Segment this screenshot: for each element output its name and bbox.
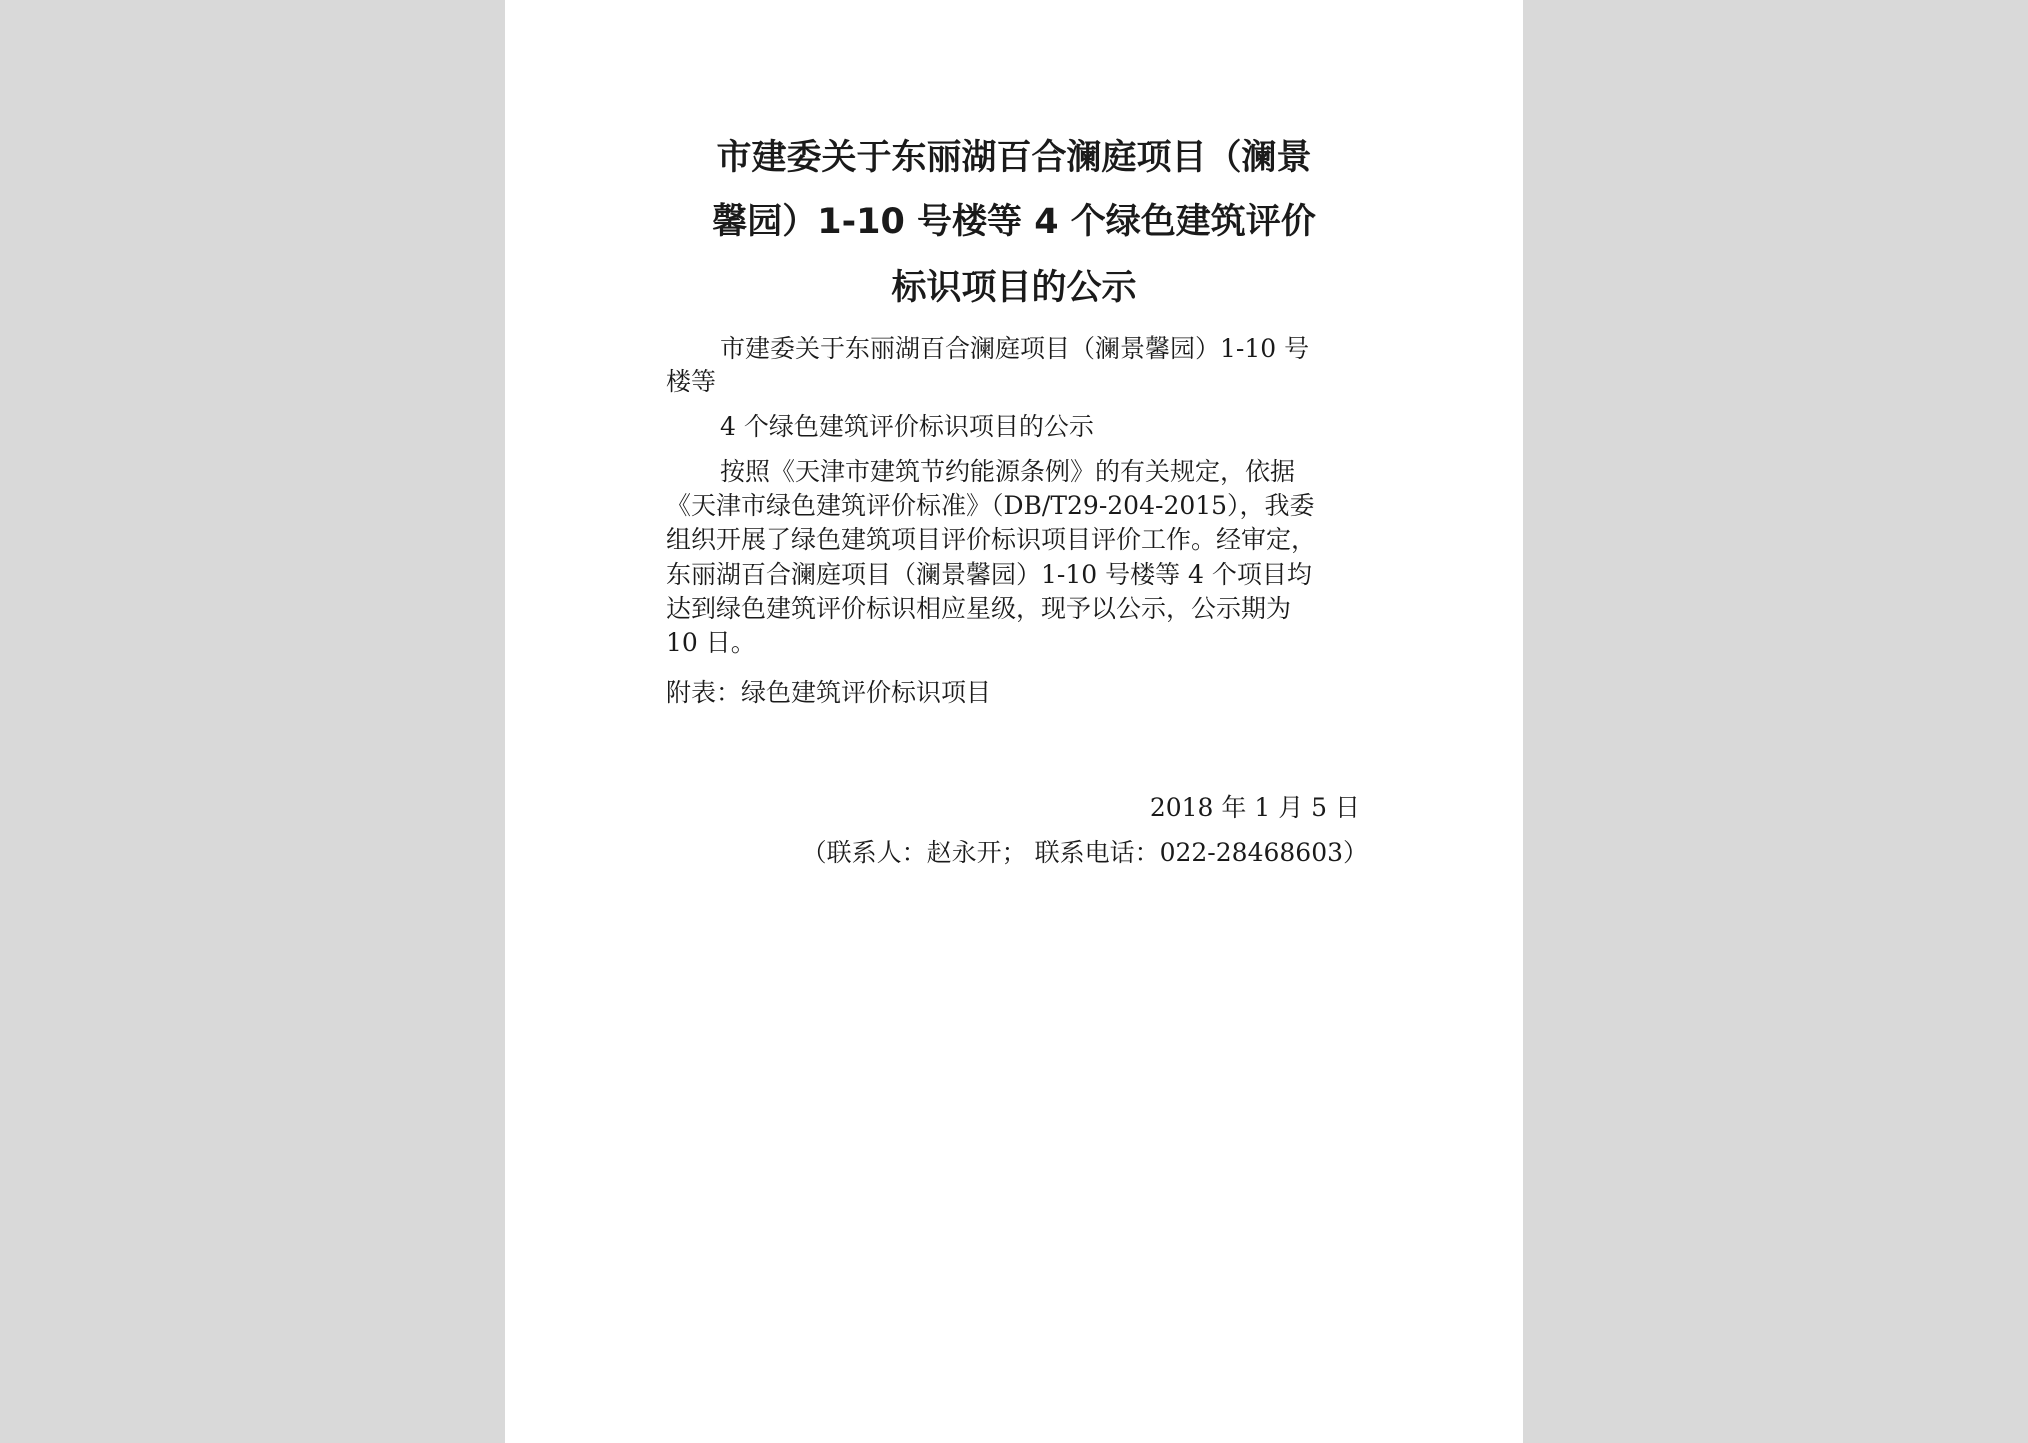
document-page [505, 0, 1523, 1443]
title-line-2: 馨园）1-10 号楼等 4 个绿色建筑评价 [712, 202, 1316, 242]
body-line-4: 东丽湖百合澜庭项目（澜景馨园）1-10 号楼等 4 个项目均 [666, 560, 1312, 589]
intro-line-3: 4 个绿色建筑评价标识项目的公示 [720, 412, 1094, 441]
attachment-line: 附表：绿色建筑评价标识项目 [666, 678, 992, 707]
intro-line-1: 市建委关于东丽湖百合澜庭项目（澜景馨园）1-10 号 [720, 334, 1310, 363]
body-line-6: 10 日。 [666, 628, 756, 657]
date-line: 2018 年 1 月 5 日 [1149, 793, 1360, 822]
body-line-5: 达到绿色建筑评价标识相应星级，现予以公示，公示期为 [666, 594, 1292, 623]
intro-line-2: 楼等 [666, 367, 717, 396]
body-line-1: 按照《天津市建筑节约能源条例》的有关规定，依据 [720, 457, 1296, 486]
contact-line: （联系人：赵永开； 联系电话：022-28468603） [801, 838, 1368, 867]
title-line-3: 标识项目的公示 [891, 268, 1137, 308]
body-line-2: 《天津市绿色建筑评价标准》（DB/T29-204-2015），我委 [666, 491, 1315, 520]
body-line-3: 组织开展了绿色建筑项目评价标识项目评价工作。经审定， [666, 525, 1317, 554]
title-line-1: 市建委关于东丽湖百合澜庭项目（澜景 [716, 138, 1312, 178]
